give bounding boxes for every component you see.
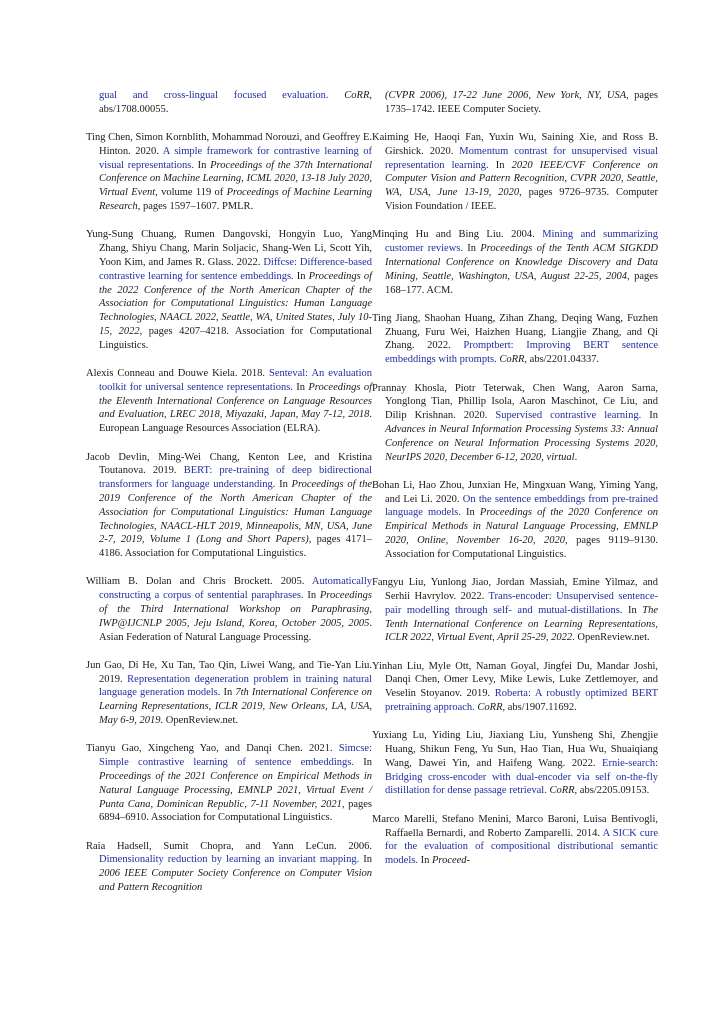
reference-details-secondary: , pages 1597–1607. PMLR. <box>137 201 254 213</box>
reference-title-link[interactable]: Ernie-search: Bridging cross-encoder with dual-encoder via self on-the-fly distillation for dense passage retrieval. <box>385 757 659 797</box>
reference-venue: Proceedings of the Tenth ACM SIGKDD International Conference on Knowledge Discovery and Data Mining, Seattle, Washington, USA, August 22-25, 2004 <box>385 243 659 282</box>
reference-details: , pages 168–177. ACM. <box>385 270 658 296</box>
reference-title-link[interactable]: Automatically constructing a corpus of sentential paraphrases. <box>99 576 372 602</box>
reference-authors: Jun Gao, Di He, Xu Tan, Tao Qin, Liwei Wang, and Tie-Yan Liu. 2019. <box>86 659 372 685</box>
reference-entry <box>86 367 372 436</box>
reference-entry <box>86 575 372 644</box>
reference-title-link[interactable]: Momentum contrast for unsupervised visual representation learning. <box>385 145 659 171</box>
reference-venue: CoRR <box>499 354 525 366</box>
reference-venue: CoRR <box>477 701 503 713</box>
reference-venue: Proceedings of the 37th International Conference on Machine Learning, ICML 2020, 13-18 July 2020, Virtual Event <box>99 159 372 199</box>
reference-entry <box>372 312 658 367</box>
reference-authors: Ting Chen, Simon Kornblith, Mohammad Norouzi, and Geoffrey E. Hinton. 2020. <box>86 132 372 157</box>
reference-venue: Proceedings of the Eleventh International Conference on Language Resources and Evaluation, LREC 2018, Miyazaki, Japan, May 7-12, 2018 <box>99 381 373 421</box>
reference-entry <box>372 729 658 798</box>
reference-details: . OpenReview.net. <box>160 715 238 727</box>
reference-details: . <box>574 451 578 463</box>
reference-details: , abs/2205.09153. <box>574 785 650 797</box>
reference-authors: Minqing Hu and Bing Liu. 2004. <box>372 229 535 241</box>
reference-entry <box>86 131 372 214</box>
reference-title-link[interactable]: Mining and summarizing customer reviews. <box>385 229 659 255</box>
reference-title-link[interactable]: Trans-encoder: Unsupervised sentence-pair modelling through self- and mutual-distillations. <box>385 590 659 616</box>
reference-venue: Proceed- <box>431 855 471 867</box>
reference-authors: Yinhan Liu, Myle Ott, Naman Goyal, Jingfei Du, Mandar Joshi, Danqi Chen, Omer Levy, Mike Lewis, Luke Zettlemoyer, and Veselin Stoyanov. 2019. <box>372 660 658 700</box>
reference-title-link[interactable]: Simcse: Simple contrastive learning of sentence embeddings. <box>99 743 373 769</box>
reference-authors: Yung-Sung Chuang, Rumen Dangovski, Hongyin Luo, Yang Zhang, Shiyu Chang, Marin Soljacic, Shang-Wen Li, Scott Yih, Yoon Kim, and James R. Glass. 2022. <box>86 229 372 268</box>
reference-venue: (CVPR 2006), 17-22 June 2006, New York, NY, USA <box>385 90 627 101</box>
reference-title-link[interactable]: Representation degeneration problem in training natural language generation models. <box>99 673 373 699</box>
reference-details: , abs/1907.11692. <box>502 701 577 713</box>
reference-details: , pages 6894–6910. Association for Computational Linguistics. <box>99 798 372 824</box>
reference-entry <box>372 228 658 297</box>
reference-title-link[interactable]: Promptbert: Improving BERT sentence embeddings with prompts. <box>385 340 658 366</box>
reference-venue: Proceedings of the 2022 Conference of the North American Chapter of the Association for Computational Linguistics: Human Language Technologies, NAACL 2022, Seattle, WA, United States, July 10-15, 2022 <box>99 270 372 337</box>
reference-title-link[interactable]: A SICK cure for the evaluation of compositional distributional semantic models. <box>385 827 658 867</box>
reference-entry <box>372 89 658 117</box>
reference-details: . European Language Resources Association (ELRA). <box>99 409 372 435</box>
reference-title-link[interactable]: Supervised contrastive learning. <box>495 410 642 422</box>
reference-pre: In <box>353 757 372 769</box>
reference-authors: Ting Jiang, Shaohan Huang, Zihan Zhang, Deqing Wang, Fuzhen Zhuang, Furu Wei, Haizhen Huang, Liangjie Zhang, and Qi Zhang. 2022. <box>372 312 658 352</box>
reference-venue: Proceedings of the Third International Workshop on Paraphrasing, IWP@IJCNLP 2005, Jeju Island, Korea, October 2005, 2005 <box>99 590 372 629</box>
reference-entry <box>372 660 658 715</box>
reference-pre: In <box>359 854 372 866</box>
reference-authors: Kaiming He, Haoqi Fan, Yuxin Wu, Saining Xie, and Ross B. Girshick. 2020. <box>372 132 658 157</box>
left-column <box>86 89 372 909</box>
reference-details: , pages 4207–4218. Association for Computational Linguistics. <box>99 325 372 351</box>
reference-venue: CoRR <box>549 785 575 797</box>
reference-entry <box>372 131 658 214</box>
reference-title-link[interactable]: Senteval: An evaluation toolkit for universal sentence representations. <box>99 368 373 393</box>
reference-venue: Advances in Neural Information Processing Systems 33: Annual Conference on Neural Information Processing Systems 2020, NeurIPS 2020, December 6-12, 2020, virtual <box>385 423 658 463</box>
reference-venue: Proceedings of the 2021 Conference on Empirical Methods in Natural Language Processing, EMNLP 2021, Virtual Event / Punta Cana, Dominican Republic, 7-11 November, 2021 <box>99 770 372 810</box>
reference-details: . OpenReview.net. <box>572 632 650 644</box>
reference-title-link[interactable]: Diffcse: Difference-based contrastive learning for sentence embeddings. <box>99 256 373 282</box>
reference-entry <box>372 576 658 645</box>
reference-details: , pages 9119–9130. Association for Computational Linguistics. <box>385 535 658 560</box>
reference-entry <box>86 451 372 561</box>
reference-details: , pages 1735–1742. IEEE Computer Society. <box>385 90 658 115</box>
reference-venue: Proceedings of the 2019 Conference of the North American Chapter of the Association for Computational Linguistics: Human Language Technologies, NAACL-HLT 2019, Minneapolis, MN, USA, June 2-7, 2019, Volume 1 (Long and Short Papers) <box>99 479 373 546</box>
reference-authors: Tianyu Gao, Xingcheng Yao, and Danqi Chen. 2021. <box>86 743 333 755</box>
reference-entry <box>86 89 372 117</box>
reference-pre: In <box>460 507 480 519</box>
reference-venue: 2006 IEEE Computer Society Conference on Computer Vision and Pattern Recognition <box>99 868 372 894</box>
reference-pre: In <box>622 604 643 616</box>
reference-authors: Bohan Li, Hao Zhou, Junxian He, Mingxuan Wang, Yiming Yang, and Lei Li. 2020. <box>372 479 658 505</box>
reference-title-link[interactable]: BERT: pre-training of deep bidirectional transformers for language understanding. <box>99 465 373 491</box>
reference-details: , abs/2201.04337. <box>524 354 600 366</box>
reference-authors: Jacob Devlin, Ming-Wei Chang, Kenton Lee, and Kristina Toutanova. 2019. <box>86 451 372 477</box>
reference-authors: Yuxiang Lu, Yiding Liu, Jiaxiang Liu, Yunsheng Shi, Zhengjie Huang, Shikun Feng, Yu Sun, Hao Tian, Hua Wu, Shuaiqiang Wang, Dawei Yin, and Haifeng Wang. 2022. <box>372 730 658 769</box>
reference-pre: In <box>293 270 309 282</box>
reference-entry <box>86 742 372 825</box>
reference-pre: In <box>292 381 309 393</box>
right-column <box>372 89 658 882</box>
reference-authors: Raia Hadsell, Sumit Chopra, and Yann LeCun. 2006. <box>86 840 372 852</box>
reference-venue: The Tenth International Conference on Learning Representations, ICLR 2022, Virtual Event, April 25-29, 2022 <box>385 604 658 644</box>
reference-pre: In <box>275 479 292 491</box>
reference-details: , abs/1708.00055. <box>99 90 372 115</box>
reference-pre: In <box>303 590 320 602</box>
reference-entry <box>372 813 658 868</box>
reference-details: . Asian Federation of Natural Language Processing. <box>99 617 372 643</box>
reference-title-link[interactable]: On the sentence embeddings from pre-trained language models. <box>385 493 658 519</box>
reference-entry <box>86 840 372 895</box>
reference-entry <box>86 659 372 728</box>
reference-venue: Proceedings of the 2020 Conference on Empirical Methods in Natural Language Processing, EMNLP 2020, Online, November 16-20, 2020 <box>385 507 658 547</box>
reference-venue-secondary: Proceedings of Machine Learning Research <box>99 187 372 213</box>
reference-details: , volume 119 of <box>155 187 227 199</box>
reference-pre: In <box>193 159 211 171</box>
reference-title-link[interactable]: Dimensionality reduction by learning an invariant mapping. <box>99 854 360 866</box>
reference-authors: Alexis Conneau and Douwe Kiela. 2018. <box>86 368 266 380</box>
reference-details: , pages 9726–9735. Computer Vision Foundation / IEEE. <box>385 187 658 213</box>
reference-pre: In <box>488 159 512 171</box>
reference-authors: Fangyu Liu, Yunlong Jiao, Jordan Massiah, Emine Yilmaz, and Serhii Havrylov. 2022. <box>372 577 658 602</box>
reference-title-link[interactable]: Roberta: A robustly optimized BERT pretraining approach. <box>385 688 658 713</box>
reference-pre: In <box>463 243 481 255</box>
reference-authors: Marco Marelli, Stefano Menini, Marco Baroni, Luisa Bentivogli, Raffaella Bernardi, and Roberto Zamparelli. 2014. <box>372 813 658 839</box>
reference-venue: 7th International Conference on Learning Representations, ICLR 2019, New Orleans, LA, USA, May 6-9, 2019 <box>99 687 373 727</box>
reference-title-link[interactable]: gual and cross-lingual focused evaluation. <box>99 90 329 101</box>
reference-venue: 2020 IEEE/CVF Conference on Computer Vision and Pattern Recognition, CVPR 2020, Seattle, WA, USA, June 13-19, 2020 <box>385 159 658 199</box>
reference-title-link[interactable]: A simple framework for contrastive learning of visual representations. <box>99 145 372 171</box>
reference-entry <box>372 382 658 465</box>
reference-pre: In <box>220 687 236 699</box>
reference-entry <box>86 228 372 352</box>
reference-venue: CoRR <box>344 90 370 101</box>
reference-authors: Prannay Khosla, Piotr Teterwak, Chen Wang, Aaron Sarna, Yonglong Tian, Phillip Isola, Aaron Maschinot, Ce Liu, and Dilip Krishnan. 2020. <box>372 382 658 422</box>
reference-authors: William B. Dolan and Chris Brockett. 2005. <box>86 576 305 588</box>
reference-details: , pages 4171–4186. Association for Computational Linguistics. <box>99 534 372 560</box>
reference-pre: In <box>641 410 659 422</box>
reference-pre: In <box>417 855 432 867</box>
reference-entry <box>372 479 658 562</box>
